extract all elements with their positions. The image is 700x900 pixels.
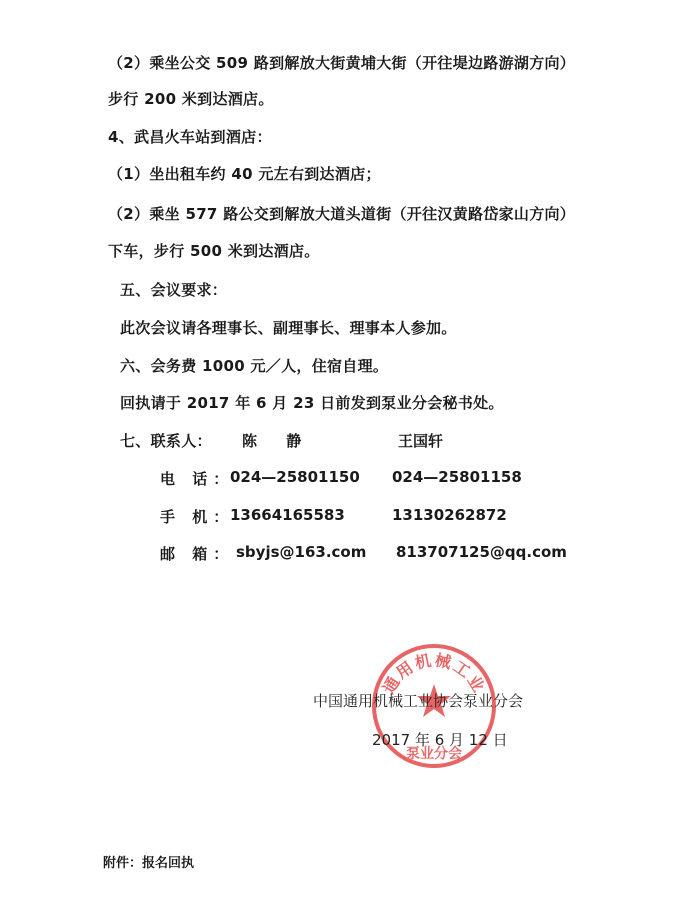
contact-name-2: 王国轩 (398, 432, 444, 450)
text-line: 下车，步行 500 米到达酒店。 (108, 242, 320, 260)
text-line: 六、会务费 1000 元／人，住宿自理。 (120, 357, 389, 375)
text-line: 此次会议请各理事长、副理事长、理事本人参加。 (120, 319, 457, 337)
text-line: 回执请于 2017 年 6 月 23 日前发到泵业分会秘书处。 (120, 394, 504, 412)
section-heading: 五、会议要求： (120, 281, 228, 299)
text-line: （2）乘坐公交 509 路到解放大街黄埔大街（开往堤边路游湖方向） (108, 54, 576, 72)
email-value-2: 813707125@qq.com (396, 543, 567, 561)
seal-top-text: 通用机械工业 (378, 650, 490, 697)
mobile-label: 手 机： (160, 508, 235, 526)
attachment-note: 附件：报名回执 (103, 856, 195, 871)
contact-name-1: 陈 静 (242, 432, 314, 450)
phone-value-2: 024—25801158 (392, 468, 522, 486)
mobile-value-1: 13664165583 (230, 506, 345, 524)
phone-value-1: 024—25801150 (230, 468, 360, 486)
text-line: （1）坐出租车约 40 元左右到达酒店； (108, 165, 381, 183)
email-label: 邮 箱： (160, 545, 235, 563)
seal-bottom-text: 泵业分会 (406, 746, 462, 762)
phone-label: 电 话： (160, 470, 235, 488)
contact-heading: 七、联系人： (120, 432, 212, 450)
signature-date: 2017 年 6 月 12 日 (372, 731, 508, 749)
text-line: （2）乘坐 577 路公交到解放大道头道街（开往汉黄路岱家山方向） (108, 205, 576, 223)
signature-organization: 中国通用机械工业协会泵业分会 (313, 692, 524, 710)
text-line: 步行 200 米到达酒店。 (108, 90, 274, 108)
mobile-value-2: 13130262872 (392, 506, 507, 524)
email-value-1: sbyjs@163.com (236, 543, 367, 561)
text-line: 4、武昌火车站到酒店： (108, 128, 272, 146)
